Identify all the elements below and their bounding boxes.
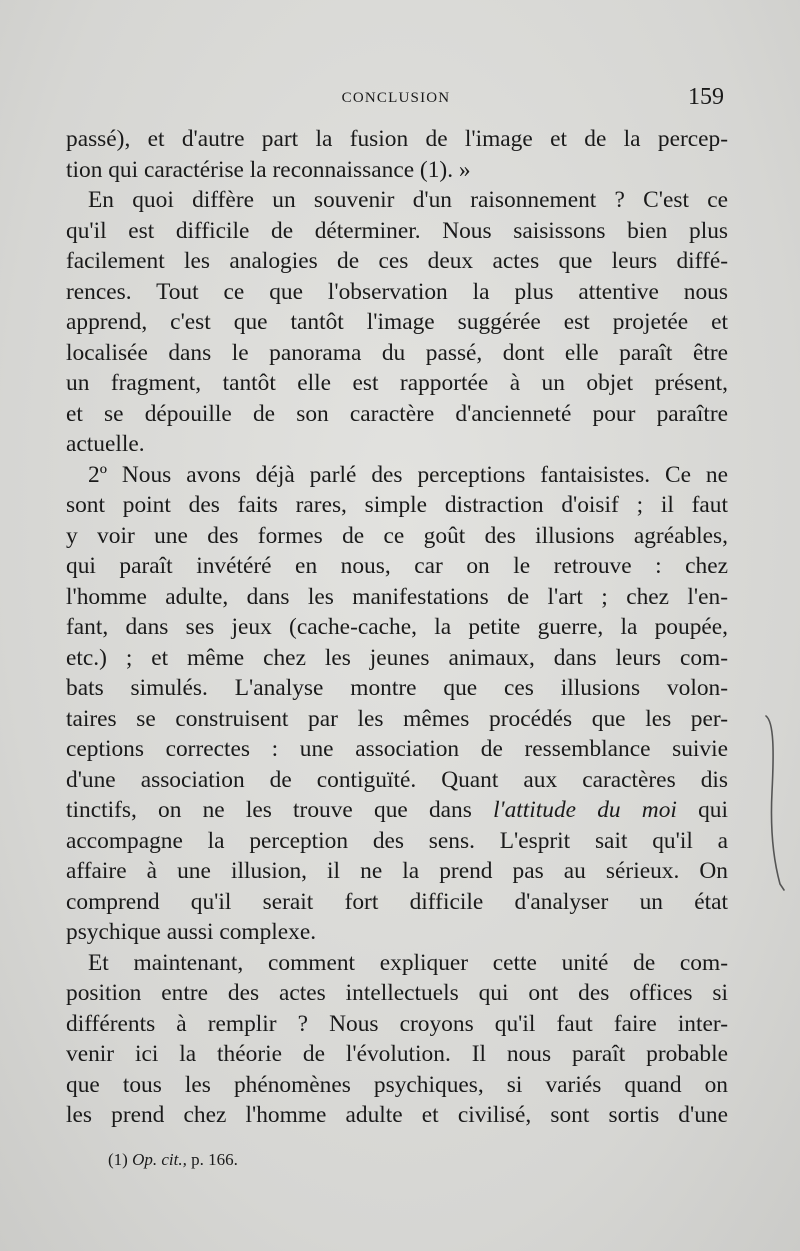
text-line: Et maintenant, comment expliquer cette unité de com- xyxy=(88,949,728,976)
text-line: que tous les phénomènes psychiques, si variés quand on xyxy=(66,1071,728,1098)
text-line: En quoi diffère un souvenir d'un raisonnement ? C'est ce xyxy=(88,187,728,213)
text-line: passé), et d'autre part la fusion de l'image et de la percep- xyxy=(66,126,728,152)
text-line: d'une association de contiguïté. Quant aux caractères dis xyxy=(66,766,728,793)
text-line: facilement les analogies de ces deux actes que leurs diffé- xyxy=(66,248,728,274)
text-line: affaire à une illusion, il ne la prend pas au sérieux. On xyxy=(66,858,728,884)
text-line: ceptions correctes : une association de ressemblance suivie xyxy=(66,736,728,762)
text-line: sont point des faits rares, simple distraction d'oisif ; il faut xyxy=(66,492,728,518)
text-line-with-italic xyxy=(66,795,728,826)
text-line: taires se construisent par les mêmes procédés que les per- xyxy=(66,705,728,732)
text-segment: tinctifs, on ne les trouve que dans xyxy=(66,797,494,823)
italic-phrase: l'attitude du moi xyxy=(493,797,677,823)
text-line: et se dépouille de son caractère d'ancienneté pour paraître xyxy=(66,400,728,427)
text-line: les prend chez l'homme adulte et civilisé, sont sortis d'une xyxy=(66,1102,728,1128)
text-line: qui paraît invétéré en nous, car on le retrouve : chez xyxy=(66,553,728,579)
margin-pencil-mark xyxy=(760,712,790,897)
text-line: bats simulés. L'analyse montre que ces illusions volon- xyxy=(66,675,728,701)
text-line: comprend qu'il serait fort difficile d'analyser un état xyxy=(66,888,728,915)
text-line: localisée dans le panorama du passé, dont elle paraît être xyxy=(66,339,728,366)
text-line: actuelle. xyxy=(66,431,145,457)
page-header xyxy=(66,86,726,118)
text-line: y voir une des formes de ce goût des illusions agréables, xyxy=(66,522,728,549)
text-line: un fragment, tantôt elle est rapportée à un objet présent, xyxy=(66,370,728,396)
footnote-marker: (1) xyxy=(108,1150,128,1169)
text-line: psychique aussi complexe. xyxy=(66,919,317,945)
footnote xyxy=(108,1150,238,1170)
text-line: apprend, c'est que tantôt l'image suggérée est projetée et xyxy=(66,309,728,335)
text-segment: qui xyxy=(676,797,728,823)
footnote-page-ref: p. 166. xyxy=(191,1150,238,1169)
body-text xyxy=(66,124,728,1131)
text-line: accompagne la perception des sens. L'esprit sait qu'il a xyxy=(66,827,728,854)
text-line: position entre des actes intellectuels qui ont des offices si xyxy=(66,980,728,1006)
text-line: tion qui caractérise la reconnaissance (1). » xyxy=(66,156,471,183)
page-number: 159 xyxy=(688,84,724,110)
text-line: différents à remplir ? Nous croyons qu'il faut faire inter- xyxy=(66,1010,728,1037)
text-line: fant, dans ses jeux (cache-cache, la petite guerre, la poupée, xyxy=(66,614,728,640)
running-head: CONCLUSION xyxy=(341,90,451,106)
footnote-source: Op. cit., xyxy=(132,1150,187,1169)
text-line: l'homme adulte, dans les manifestations de l'art ; chez l'en- xyxy=(66,583,728,610)
text-line: venir ici la théorie de l'évolution. Il nous paraît probable xyxy=(66,1041,728,1067)
text-line: 2º Nous avons déjà parlé des perceptions fantaisistes. Ce ne xyxy=(88,461,728,488)
text-line: qu'il est difficile de déterminer. Nous saisissons bien plus xyxy=(66,217,728,244)
text-line: rences. Tout ce que l'observation la plus attentive nous xyxy=(66,278,728,305)
text-line: etc.) ; et même chez les jeunes animaux, dans leurs com- xyxy=(66,644,728,671)
